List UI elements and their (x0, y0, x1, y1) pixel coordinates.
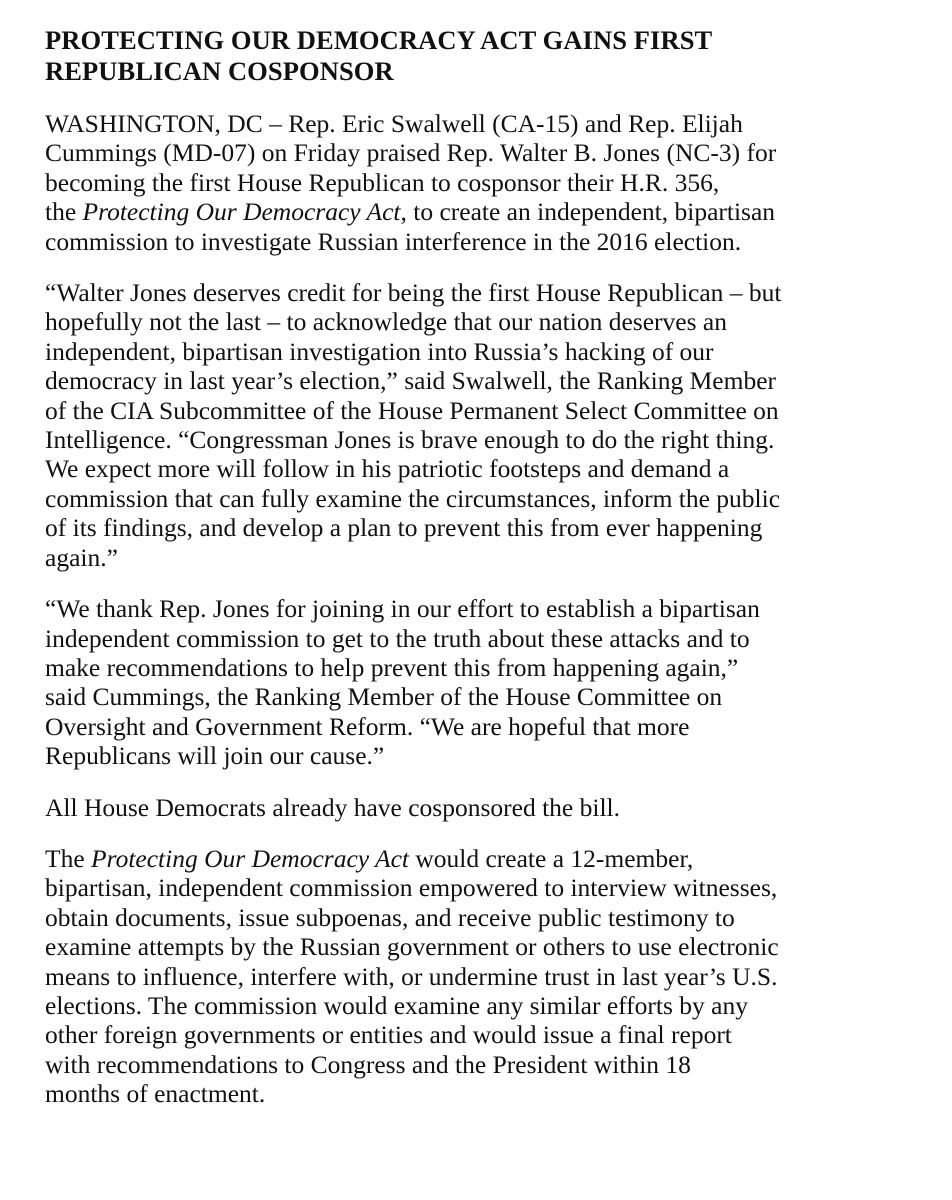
text-run: All House Democrats already have cosponsored the bill. (45, 792, 620, 822)
text-run: commission to investigate Russian interference in the 2016 election. (45, 226, 742, 256)
text-line (45, 844, 693, 873)
text-line (45, 366, 776, 395)
text-line (45, 932, 779, 961)
text-line (45, 793, 620, 822)
text-run: said Cummings, the Ranking Member of the House Committee on (45, 682, 723, 712)
text-run: “We thank Rep. Jones for joining in our effort to establish a bipartisan (45, 594, 760, 624)
text-line (45, 903, 735, 932)
text-line (45, 741, 384, 770)
text-line (45, 278, 782, 307)
text-line (45, 1020, 732, 1049)
text-run: means to influence, interfere with, or undermine trust in last year’s U.S. (45, 961, 778, 991)
headline-line-2: REPUBLICAN COSPONSOR (45, 56, 394, 86)
text-line (45, 513, 762, 542)
text-run: Republicans will join our cause.” (45, 741, 385, 771)
press-release-body (45, 109, 924, 1109)
text-line (45, 396, 779, 425)
text-run: would create a 12-member, (408, 843, 694, 873)
text-line (45, 991, 748, 1020)
text-line (45, 1079, 265, 1108)
text-line (45, 873, 777, 902)
text-run: Intelligence. “Congressman Jones is brave enough to do the right thing. (45, 425, 775, 455)
text-run: other foreign governments or entities and would issue a final report (45, 1020, 732, 1050)
body-paragraph (45, 844, 924, 1109)
italic-bill-title: Protecting Our Democracy Act (91, 843, 409, 873)
text-line (45, 454, 729, 483)
text-run: hopefully not the last – to acknowledge that our nation deserves an (45, 307, 727, 337)
text-run: of its findings, and develop a plan to prevent this from ever happening (45, 513, 763, 543)
text-line (45, 594, 760, 623)
text-run: Cummings (MD-07) on Friday praised Rep. Walter B. Jones (NC-3) for (45, 138, 777, 168)
text-run: examine attempts by the Russian government or others to use electronic (45, 932, 779, 962)
text-line (45, 138, 776, 167)
text-run: WASHINGTON, DC – Rep. Eric Swalwell (CA-15) and Rep. Elijah (45, 109, 743, 138)
body-paragraph (45, 594, 924, 770)
text-run: obtain documents, issue subpoenas, and receive public testimony to (45, 902, 735, 932)
text-run: becoming the first House Republican to cosponsor their H.R. 356, (45, 167, 720, 197)
text-line (45, 624, 750, 653)
text-line (45, 109, 743, 138)
text-run: bipartisan, independent commission empowered to interview witnesses, (45, 873, 778, 903)
text-run: make recommendations to help prevent this from happening again,” (45, 652, 739, 682)
text-run: The (45, 843, 92, 873)
text-line (45, 337, 714, 366)
text-run: democracy in last year’s election,” said Swalwell, the Ranking Member (45, 366, 777, 396)
text-run: independent commission to get to the truth about these attacks and to (45, 623, 750, 653)
body-paragraph (45, 278, 924, 572)
body-paragraph (45, 109, 924, 256)
text-line (45, 197, 775, 226)
text-line (45, 307, 727, 336)
italic-bill-title: Protecting Our Democracy Act (82, 197, 401, 227)
text-run: We expect more will follow in his patriotic footsteps and demand a (45, 454, 730, 484)
text-line (45, 484, 780, 513)
press-release-headline (45, 25, 924, 87)
text-run: of the CIA Subcommittee of the House Permanent Select Committee on (45, 395, 779, 425)
text-run: Oversight and Government Reform. “We are hopeful that more (45, 711, 690, 741)
text-run: the (45, 197, 83, 227)
headline-line-1: PROTECTING OUR DEMOCRACY ACT GAINS FIRST (45, 25, 713, 55)
text-run: commission that can fully examine the circumstances, inform the public (45, 483, 781, 513)
text-line (45, 227, 741, 256)
text-line (45, 653, 738, 682)
text-run: independent, bipartisan investigation into Russia’s hacking of our (45, 336, 714, 366)
text-run: elections. The commission would examine any similar efforts by any (45, 990, 748, 1020)
text-run: with recommendations to Congress and the President within 18 (45, 1049, 691, 1079)
body-paragraph (45, 793, 924, 822)
text-run: months of enactment. (45, 1079, 266, 1109)
text-line (45, 425, 774, 454)
text-run: “Walter Jones deserves credit for being the first House Republican – but (45, 278, 782, 308)
text-run: , to create an independent, bipartisan (400, 197, 776, 227)
text-line (45, 712, 689, 741)
text-line (45, 1050, 691, 1079)
text-line (45, 168, 719, 197)
text-line (45, 543, 118, 572)
text-run: again.” (45, 542, 118, 572)
text-line (45, 962, 777, 991)
text-line (45, 682, 722, 711)
